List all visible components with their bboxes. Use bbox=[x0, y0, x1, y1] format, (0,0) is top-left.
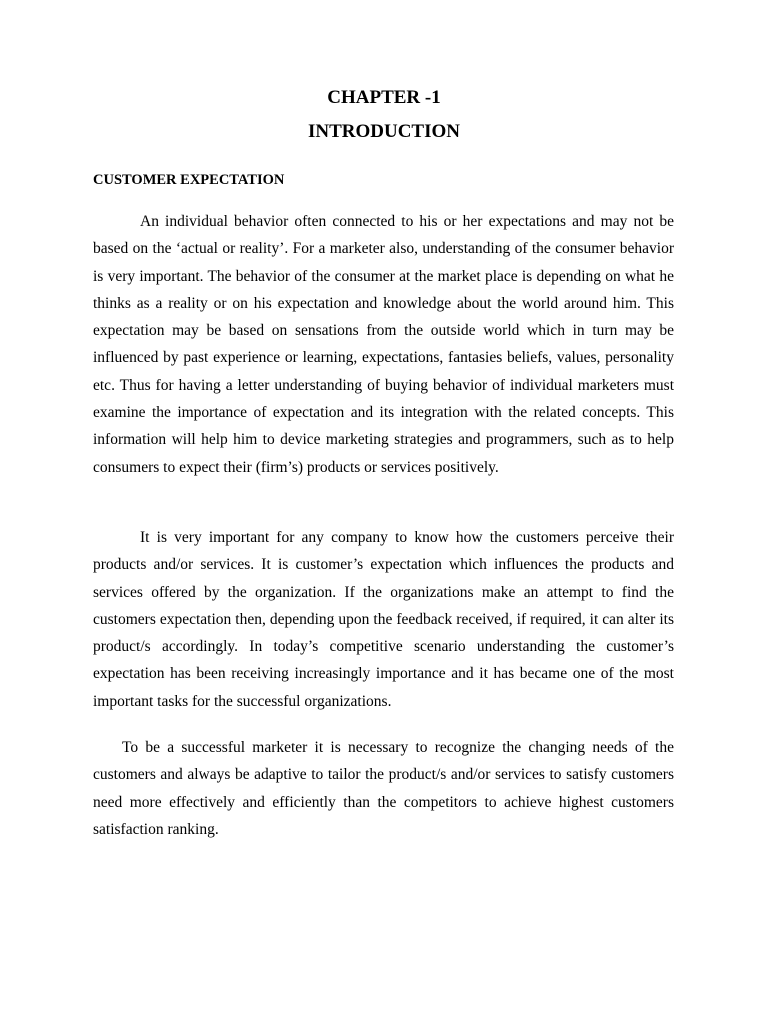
paragraph-3: To be a successful marketer it is necessary to recognize the changing needs of the customers and always be adaptive to tailor the product/s and/or services to satisfy customers need more effectively and efficiently than the competitors to achieve highest customers satisfaction ranking. bbox=[93, 739, 674, 838]
chapter-title: INTRODUCTION bbox=[307, 121, 461, 142]
paragraph-1: An individual behavior often connected to his or her expectations and may not be based on the ‘actual or reality’. For a marketer also, understanding of the consumer behavior is very important. The behavior of the consumer at the market place is depending on what he thinks as a reality or on his expectation and knowledge about the world around him. This expectation may be based on sensations from the outside world which in turn may be influenced by past experience or learning, expectations, fantasies beliefs, values, personality etc. Thus for having a letter understanding of buying behavior of individual marketers must examine the importance of expectation and its integration with the related concepts. This information will help him to device marketing strategies and programmers, such as to help consumers to expect their (firm’s) products or services positively. bbox=[93, 213, 674, 476]
chapter-label: CHAPTER -1 bbox=[327, 87, 441, 108]
section-heading: CUSTOMER EXPECTATION bbox=[93, 172, 285, 188]
paragraph-2: It is very important for any company to know how the customers perceive their products and/or services. It is customer’s expectation which influences the products and services offered by the organization. If the organizations make an attempt to find the customers expectation then, depending upon the feedback received, if required, it can alter its product/s accordingly. In today’s competitive scenario understanding the customer’s expectation has been receiving increasingly importance and it has became one of the most important tasks for the successful organizations. bbox=[93, 529, 674, 710]
